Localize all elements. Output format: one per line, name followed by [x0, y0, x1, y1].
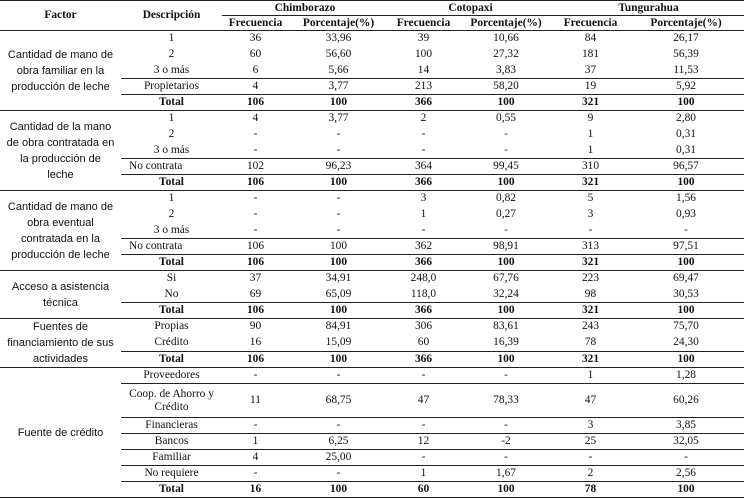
header-porcentaje: Porcentaje(%) — [628, 16, 744, 31]
porcentaje-cell: 100 — [459, 351, 553, 367]
description-cell: Propietarios — [121, 79, 222, 95]
description-cell: Bancos — [121, 434, 222, 450]
frecuencia-cell: 4 — [222, 111, 289, 127]
frecuencia-cell: 366 — [388, 255, 459, 271]
table-row — [0, 319, 744, 335]
frecuencia-cell: 47 — [388, 384, 459, 418]
description-cell: No requiere — [121, 466, 222, 482]
frecuencia-cell: 106 — [222, 255, 289, 271]
frecuencia-cell: - — [253, 143, 258, 156]
porcentaje-cell: - — [504, 223, 508, 236]
frecuencia-cell: - — [222, 191, 289, 207]
description-cell: 1 — [121, 111, 222, 127]
porcentaje-cell: 100 — [628, 303, 744, 319]
total-label: Total — [121, 175, 222, 191]
frecuencia-cell: - — [253, 208, 258, 220]
frecuencia-cell: 213 — [388, 79, 459, 95]
porcentaje-cell: 100 — [628, 175, 744, 191]
porcentaje-cell: - — [336, 223, 341, 236]
porcentaje-cell: 100 — [459, 175, 553, 191]
porcentaje-cell: 68,75 — [289, 384, 388, 418]
porcentaje-cell: 56,39 — [673, 48, 699, 60]
porcentaje-cell: 100 — [459, 95, 553, 111]
frecuencia-cell: 4 — [222, 79, 289, 95]
porcentaje-cell: - — [336, 143, 341, 156]
porcentaje-cell: 34,91 — [289, 271, 388, 287]
frecuencia-cell: 78 — [584, 336, 597, 349]
description-cell: 2 — [168, 208, 175, 220]
frecuencia-cell: - — [222, 418, 289, 434]
header-frecuencia: Frecuencia — [553, 16, 628, 31]
frecuencia-cell: 100 — [414, 48, 433, 60]
frecuencia-cell: 1 — [420, 208, 427, 220]
porcentaje-cell: 0,27 — [496, 208, 516, 220]
total-label: Total — [121, 255, 222, 271]
porcentaje-cell: 100 — [289, 351, 388, 367]
total-label: Total — [121, 351, 222, 367]
porcentaje-cell: 5,66 — [328, 63, 349, 76]
frecuencia-cell: 16 — [222, 482, 289, 498]
header-frecuencia: Frecuencia — [388, 16, 459, 31]
porcentaje-cell: 100 — [289, 255, 388, 271]
frecuencia-cell: 1 — [222, 434, 289, 450]
table-row — [0, 111, 744, 127]
total-label: Total — [121, 303, 222, 319]
frecuencia-cell: 366 — [388, 95, 459, 111]
porcentaje-cell: 100 — [289, 482, 388, 498]
porcentaje-cell: 100 — [289, 95, 388, 111]
porcentaje-cell: - — [684, 223, 688, 236]
frecuencia-cell: - — [253, 223, 258, 236]
frecuencia-cell: - — [421, 143, 426, 156]
factor-label: Acceso a asistencia técnica — [0, 271, 121, 319]
frecuencia-cell: 60 — [249, 48, 262, 60]
porcentaje-cell: 6,25 — [289, 434, 388, 450]
frecuencia-cell: 25 — [553, 434, 628, 450]
factor-label: Fuente de crédito — [0, 368, 121, 498]
porcentaje-cell: 24,30 — [673, 336, 699, 349]
porcentaje-cell: 26,17 — [628, 31, 744, 47]
description-cell: No contrata — [121, 159, 222, 175]
porcentaje-cell: 33,96 — [289, 31, 388, 47]
factor-label: Cantidad de mano de obra familiar en la producción de leche — [0, 31, 121, 111]
frecuencia-cell: - — [222, 466, 289, 482]
porcentaje-cell: 100 — [459, 482, 553, 498]
porcentaje-cell: 3,77 — [289, 111, 388, 127]
description-cell: No contrata — [121, 239, 222, 255]
frecuencia-cell: 2 — [388, 111, 459, 127]
porcentaje-cell: 100 — [628, 255, 744, 271]
table-row — [0, 368, 744, 384]
table-row — [0, 31, 744, 47]
porcentaje-cell: 1,67 — [459, 466, 553, 482]
porcentaje-cell: 1,56 — [628, 191, 744, 207]
frecuencia-cell: - — [588, 223, 593, 236]
header-factor: Factor — [0, 1, 121, 31]
porcentaje-cell: 75,70 — [628, 319, 744, 335]
porcentaje-cell: 56,60 — [325, 48, 352, 60]
porcentaje-cell: 78,33 — [459, 384, 553, 418]
frecuencia-cell: 321 — [553, 351, 628, 367]
porcentaje-cell: 0,82 — [459, 191, 553, 207]
porcentaje-cell: 3,83 — [496, 63, 516, 76]
frecuencia-cell: 366 — [388, 303, 459, 319]
porcentaje-cell: - — [336, 128, 341, 140]
porcentaje-cell: 60,26 — [628, 384, 744, 418]
porcentaje-cell: 100 — [459, 303, 553, 319]
frecuencia-cell: 84 — [553, 31, 628, 47]
porcentaje-cell: - — [459, 450, 553, 466]
description-cell: Familiar — [121, 450, 222, 466]
description-cell: 3 o más — [153, 143, 190, 156]
frecuencia-cell: - — [388, 418, 459, 434]
frecuencia-cell: 37 — [584, 63, 597, 76]
description-cell: 1 — [121, 31, 222, 47]
description-cell: Proveedores — [121, 368, 222, 384]
header-porcentaje: Porcentaje(%) — [459, 16, 553, 31]
frecuencia-cell: 321 — [553, 303, 628, 319]
frecuencia-cell: - — [388, 368, 459, 384]
frecuencia-cell: 310 — [553, 159, 628, 175]
frecuencia-cell: 366 — [388, 351, 459, 367]
frecuencia-cell: - — [421, 128, 426, 140]
porcentaje-cell: 67,76 — [459, 271, 553, 287]
porcentaje-cell: - — [289, 418, 388, 434]
porcentaje-cell: 0,93 — [676, 208, 696, 220]
header-frecuencia: Frecuencia — [222, 16, 289, 31]
description-cell: Coop. de Ahorro y Crédito — [121, 384, 222, 418]
table-row — [0, 191, 744, 207]
porcentaje-cell: 58,20 — [459, 79, 553, 95]
porcentaje-cell: 100 — [628, 95, 744, 111]
table-row — [0, 271, 744, 287]
porcentaje-cell: 5,92 — [628, 79, 744, 95]
header-province-tungurahua: Tungurahua — [553, 1, 744, 16]
frecuencia-cell: 1 — [553, 368, 628, 384]
frecuencia-cell: 16 — [249, 336, 262, 349]
header-province-chimborazo: Chimborazo — [222, 1, 388, 16]
description-cell: Propias — [121, 319, 222, 335]
porcentaje-cell: 100 — [289, 303, 388, 319]
frecuencia-cell: 90 — [222, 319, 289, 335]
frecuencia-cell: 3 — [388, 191, 459, 207]
porcentaje-cell: -2 — [459, 434, 553, 450]
frecuencia-cell: 5 — [553, 191, 628, 207]
porcentaje-cell: 25,00 — [289, 450, 388, 466]
porcentaje-cell: 100 — [459, 255, 553, 271]
factor-label: Fuentes de financiamiento de sus actividades — [0, 319, 121, 368]
frecuencia-cell: 248,0 — [388, 271, 459, 287]
frecuencia-cell: 98 — [584, 287, 597, 300]
total-label: Total — [121, 482, 222, 498]
header-descripcion: Descripción — [121, 1, 222, 31]
table-body — [0, 31, 744, 498]
frecuencia-cell: 366 — [388, 175, 459, 191]
frecuencia-cell: 60 — [417, 336, 430, 349]
frecuencia-cell: 181 — [581, 48, 600, 60]
frecuencia-cell: 4 — [222, 450, 289, 466]
frecuencia-cell: 3 — [587, 208, 594, 220]
porcentaje-cell: 2,56 — [628, 466, 744, 482]
porcentaje-cell: 11,53 — [673, 63, 699, 76]
porcentaje-cell: - — [289, 368, 388, 384]
porcentaje-cell: 100 — [628, 482, 744, 498]
factor-label: Cantidad de la mano de obra contratada en la producción de leche — [0, 111, 121, 191]
frecuencia-cell: 321 — [553, 95, 628, 111]
porcentaje-cell: 65,09 — [325, 287, 352, 300]
porcentaje-cell: 97,51 — [628, 239, 744, 255]
porcentaje-cell: 0,31 — [676, 143, 696, 156]
frecuencia-cell: 306 — [388, 319, 459, 335]
porcentaje-cell: 2,80 — [628, 111, 744, 127]
porcentaje-cell: 16,39 — [493, 336, 519, 349]
description-cell: Crédito — [154, 336, 189, 349]
frecuencia-cell: 6 — [252, 63, 259, 76]
factor-label: Cantidad de mano de obra eventual contratada en la producción de leche — [0, 191, 121, 271]
frecuencia-cell: 313 — [553, 239, 628, 255]
porcentaje-cell: 32,05 — [628, 434, 744, 450]
description-cell: 2 — [168, 128, 175, 140]
porcentaje-cell: 3,77 — [289, 79, 388, 95]
porcentaje-cell: - — [504, 143, 508, 156]
frecuencia-cell: - — [421, 223, 426, 236]
porcentaje-cell: 32,24 — [493, 287, 519, 300]
frecuencia-cell: 1 — [388, 466, 459, 482]
header-province-cotopaxi: Cotopaxi — [388, 1, 553, 16]
description-cell: 1 — [121, 191, 222, 207]
porcentaje-cell: - — [504, 128, 508, 140]
frecuencia-cell: 69 — [249, 287, 262, 300]
frecuencia-cell: 1 — [587, 128, 594, 140]
frecuencia-cell: 12 — [388, 434, 459, 450]
frecuencia-cell: 243 — [553, 319, 628, 335]
frecuencia-cell: 37 — [222, 271, 289, 287]
porcentaje-cell: 1,28 — [628, 368, 744, 384]
description-cell: Si — [121, 271, 222, 287]
header-porcentaje: Porcentaje(%) — [289, 16, 388, 31]
porcentaje-cell: 96,23 — [289, 159, 388, 175]
porcentaje-cell: 69,47 — [628, 271, 744, 287]
frecuencia-cell: 364 — [388, 159, 459, 175]
porcentaje-cell: 3,85 — [628, 418, 744, 434]
frecuencia-cell: 106 — [222, 175, 289, 191]
frecuencia-cell: 78 — [553, 482, 628, 498]
frecuencia-cell: 102 — [222, 159, 289, 175]
frecuencia-cell: 106 — [222, 351, 289, 367]
frecuencia-cell: 362 — [388, 239, 459, 255]
frecuencia-cell: 11 — [222, 384, 289, 418]
frecuencia-cell: 3 — [553, 418, 628, 434]
frecuencia-cell: 321 — [553, 175, 628, 191]
frecuencia-cell: 36 — [222, 31, 289, 47]
description-cell: 3 o más — [153, 63, 190, 76]
porcentaje-cell: - — [336, 208, 341, 220]
frecuencia-cell: - — [388, 450, 459, 466]
frecuencia-cell: 9 — [553, 111, 628, 127]
frecuencia-cell: 47 — [553, 384, 628, 418]
porcentaje-cell: 100 — [289, 239, 388, 255]
description-cell: Financieras — [121, 418, 222, 434]
frecuencia-cell: - — [253, 128, 258, 140]
description-cell: 3 o más — [153, 223, 190, 236]
porcentaje-cell: 100 — [289, 175, 388, 191]
frecuencia-cell: 223 — [553, 271, 628, 287]
porcentaje-cell: 99,45 — [459, 159, 553, 175]
porcentaje-cell: 98,91 — [459, 239, 553, 255]
porcentaje-cell: - — [628, 450, 744, 466]
description-cell: 2 — [168, 48, 175, 60]
total-label: Total — [121, 95, 222, 111]
description-cell: No — [164, 287, 179, 300]
porcentaje-cell: - — [459, 368, 553, 384]
frecuencia-cell: 106 — [222, 303, 289, 319]
frecuencia-cell: 321 — [553, 255, 628, 271]
frecuencia-cell: 106 — [222, 239, 289, 255]
porcentaje-cell: 84,91 — [289, 319, 388, 335]
porcentaje-cell: 27,32 — [493, 48, 519, 60]
frecuencia-cell: 39 — [388, 31, 459, 47]
porcentaje-cell: 96,57 — [628, 159, 744, 175]
frecuencia-cell: - — [222, 368, 289, 384]
frecuencia-cell: 2 — [553, 466, 628, 482]
porcentaje-cell: - — [289, 191, 388, 207]
frecuencia-cell: 118,0 — [410, 287, 437, 300]
frecuencia-cell: 19 — [553, 79, 628, 95]
porcentaje-cell: 10,66 — [459, 31, 553, 47]
porcentaje-cell: 0,31 — [676, 128, 696, 140]
porcentaje-cell: 83,61 — [459, 319, 553, 335]
frecuencia-cell: - — [553, 450, 628, 466]
frecuencia-cell: 14 — [417, 63, 430, 76]
porcentaje-cell: - — [289, 466, 388, 482]
porcentaje-cell: 0,55 — [459, 111, 553, 127]
frecuencia-cell: 60 — [388, 482, 459, 498]
porcentaje-cell: 100 — [628, 351, 744, 367]
frecuencia-cell: 1 — [587, 143, 594, 156]
table-header — [0, 1, 744, 31]
frecuencia-cell: 106 — [222, 95, 289, 111]
porcentaje-cell: 15,09 — [325, 336, 352, 349]
porcentaje-cell: 30,53 — [673, 287, 699, 300]
porcentaje-cell: - — [459, 418, 553, 434]
